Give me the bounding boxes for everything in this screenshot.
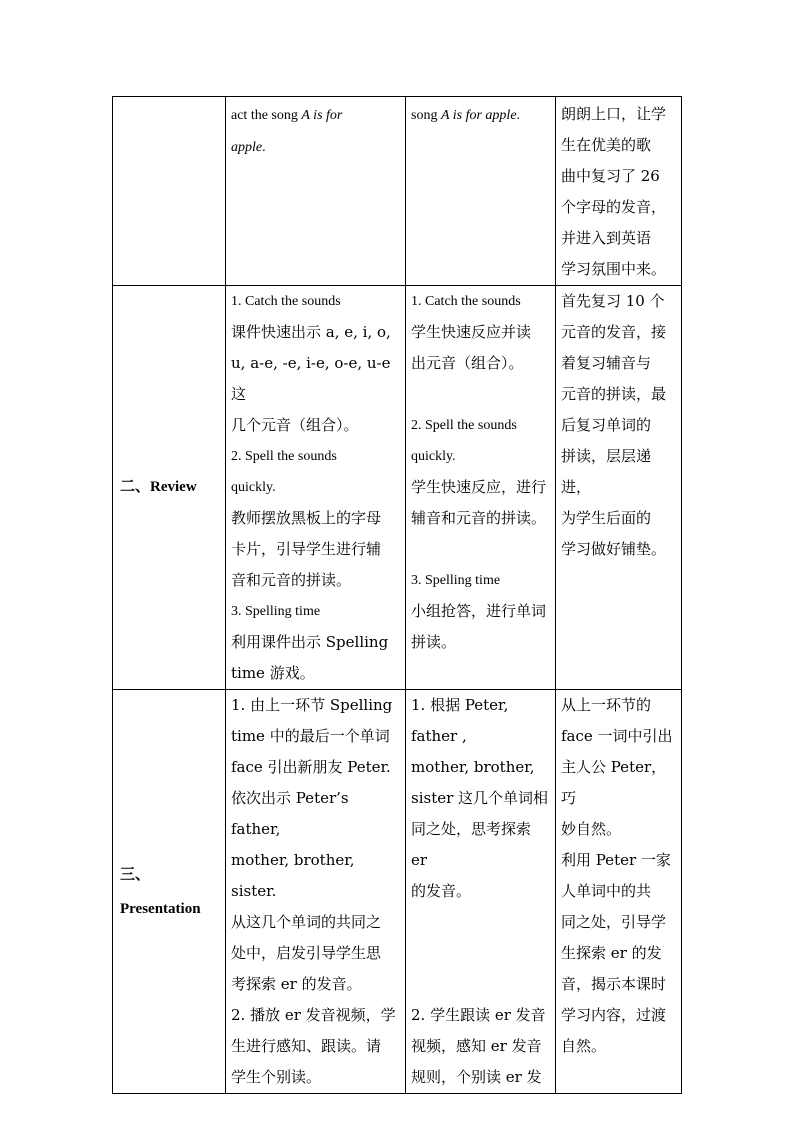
purpose-line: 妙自然。	[561, 820, 622, 838]
activity-line: u, a-e, -e, i-e, o-e, u-e 这	[231, 354, 391, 403]
purpose-line: 生探索 er 的发	[561, 944, 662, 962]
purpose-line: 拼读，层层递进，	[561, 447, 652, 496]
activity-line: 拼读。	[411, 633, 457, 651]
activity-line: 课件快速出示 a, e, i, o,	[231, 323, 391, 341]
student-activity-cell	[406, 97, 556, 286]
purpose-line: 个字母的发音，	[561, 198, 667, 216]
activity-line: 2. 播放 er 发音视频，学	[231, 1006, 396, 1024]
purpose-line: 朗朗上口，让学	[561, 105, 667, 123]
activity-line: 学生快速反应，进行	[411, 478, 547, 496]
activity-line: 规则，个别读 er 发	[411, 1068, 542, 1086]
purpose-line: 学习内容，过渡	[561, 1006, 667, 1024]
student-text: .	[516, 108, 521, 123]
activity-line: 从这几个单词的共同之	[231, 913, 382, 931]
activity-line: 学生快速反应并读	[411, 323, 532, 341]
purpose-cell	[556, 690, 682, 1094]
song-title: A is for	[301, 108, 343, 123]
activity-line: 2. Spell the sounds	[231, 449, 337, 464]
song-title: A is for apple	[440, 108, 517, 123]
purpose-line: 后复习单词的	[561, 416, 652, 434]
student-activity-cell	[406, 286, 556, 690]
teacher-activity-cell	[226, 97, 406, 286]
stage-label	[113, 690, 226, 1094]
activity-line: 处中，启发引导学生思	[231, 944, 382, 962]
purpose-line: 生在优美的歌	[561, 136, 652, 154]
activity-line: 学生个别读。	[231, 1068, 322, 1086]
purpose-line: 自然。	[561, 1037, 607, 1055]
activity-line: 教师摆放黑板上的字母	[231, 509, 382, 527]
activity-line: 视频，感知 er 发音	[411, 1037, 542, 1055]
activity-line: time 中的最后一个单词	[231, 727, 390, 745]
activity-line: 3. Spelling time	[411, 573, 501, 588]
stage-label: 二、Review	[113, 286, 226, 690]
activity-line: face 引出新朋友 Peter.	[231, 758, 391, 776]
purpose-line: 并进入到英语	[561, 229, 652, 247]
stage-label-line: Presentation	[120, 900, 201, 917]
song-title-cont: apple	[231, 140, 263, 155]
activity-line: mother, brother,	[411, 758, 535, 776]
table-row	[113, 97, 682, 286]
teacher-text: act the song	[231, 108, 302, 123]
purpose-line: 曲中复习了 26	[561, 167, 660, 185]
student-activity-cell	[406, 690, 556, 1094]
purpose-line: 着复习辅音与	[561, 354, 652, 372]
purpose-cell	[556, 97, 682, 286]
activity-line: 几个元音（组合）。	[231, 416, 359, 434]
table-row	[113, 286, 682, 690]
activity-line: 的发音。	[411, 882, 472, 900]
purpose-line: 主人公 Peter，巧	[561, 758, 667, 807]
purpose-line: 元音的发音，接	[561, 323, 667, 341]
activity-line: 考探索 er 的发音。	[231, 975, 362, 993]
activity-line: 卡片，引导学生进行辅	[231, 540, 382, 558]
purpose-cell	[556, 286, 682, 690]
activity-line: 辅音和元音的拼读。	[411, 509, 547, 527]
spacer	[411, 534, 550, 565]
table-row	[113, 690, 682, 1094]
teacher-activity-cell	[226, 286, 406, 690]
activity-line: 1. Catch the sounds	[411, 294, 521, 309]
purpose-line: 同之处，引导学	[561, 913, 667, 931]
activity-line: quickly.	[231, 480, 276, 495]
purpose-line: face 一词中引出	[561, 727, 673, 745]
stage-label-line: 三、	[120, 866, 151, 883]
spacer	[411, 969, 550, 1000]
activity-line: 3. Spelling time	[231, 604, 321, 619]
activity-line: 生进行感知、跟读。请	[231, 1037, 382, 1055]
activity-line: 小组抢答，进行单词	[411, 602, 547, 620]
purpose-line: 为学生后面的	[561, 509, 652, 527]
teacher-text: .	[262, 140, 266, 155]
activity-line: 同之处，思考探索 er	[411, 820, 532, 869]
purpose-line: 从上一环节的	[561, 696, 652, 714]
stage-cell	[113, 97, 226, 286]
purpose-line: 学习氛围中来。	[561, 260, 667, 278]
activity-line: 出元音（组合）。	[411, 354, 524, 372]
purpose-line: 利用 Peter 一家	[561, 851, 671, 869]
purpose-line: 学习做好铺垫。	[561, 540, 667, 558]
activity-line: time 游戏。	[231, 664, 315, 682]
spacer	[411, 379, 550, 410]
purpose-line: 元音的拼读，最	[561, 385, 667, 403]
activity-line: 利用课件出示 Spelling	[231, 633, 389, 651]
activity-line: quickly.	[411, 449, 456, 464]
activity-line: 1. 根据 Peter, father ,	[411, 696, 509, 745]
teacher-activity-cell	[226, 690, 406, 1094]
activity-line: 2. Spell the sounds	[411, 418, 517, 433]
purpose-line: 首先复习 10 个	[561, 292, 665, 310]
lesson-plan-table	[112, 96, 682, 1094]
purpose-line: 音，揭示本课时	[561, 975, 667, 993]
spacer	[411, 938, 550, 969]
activity-line: sister 这几个单词相	[411, 789, 549, 807]
spacer	[411, 907, 550, 938]
purpose-line: 人单词中的共	[561, 882, 652, 900]
activity-line: mother, brother, sister.	[231, 851, 355, 900]
student-text: song	[411, 108, 441, 123]
activity-line: 音和元音的拼读。	[231, 571, 352, 589]
activity-line: 1. Catch the sounds	[231, 294, 341, 309]
activity-line: 依次出示 Peter’s father,	[231, 789, 349, 838]
activity-line: 2. 学生跟读 er 发音	[411, 1006, 546, 1024]
activity-line: 1. 由上一环节 Spelling	[231, 696, 393, 714]
